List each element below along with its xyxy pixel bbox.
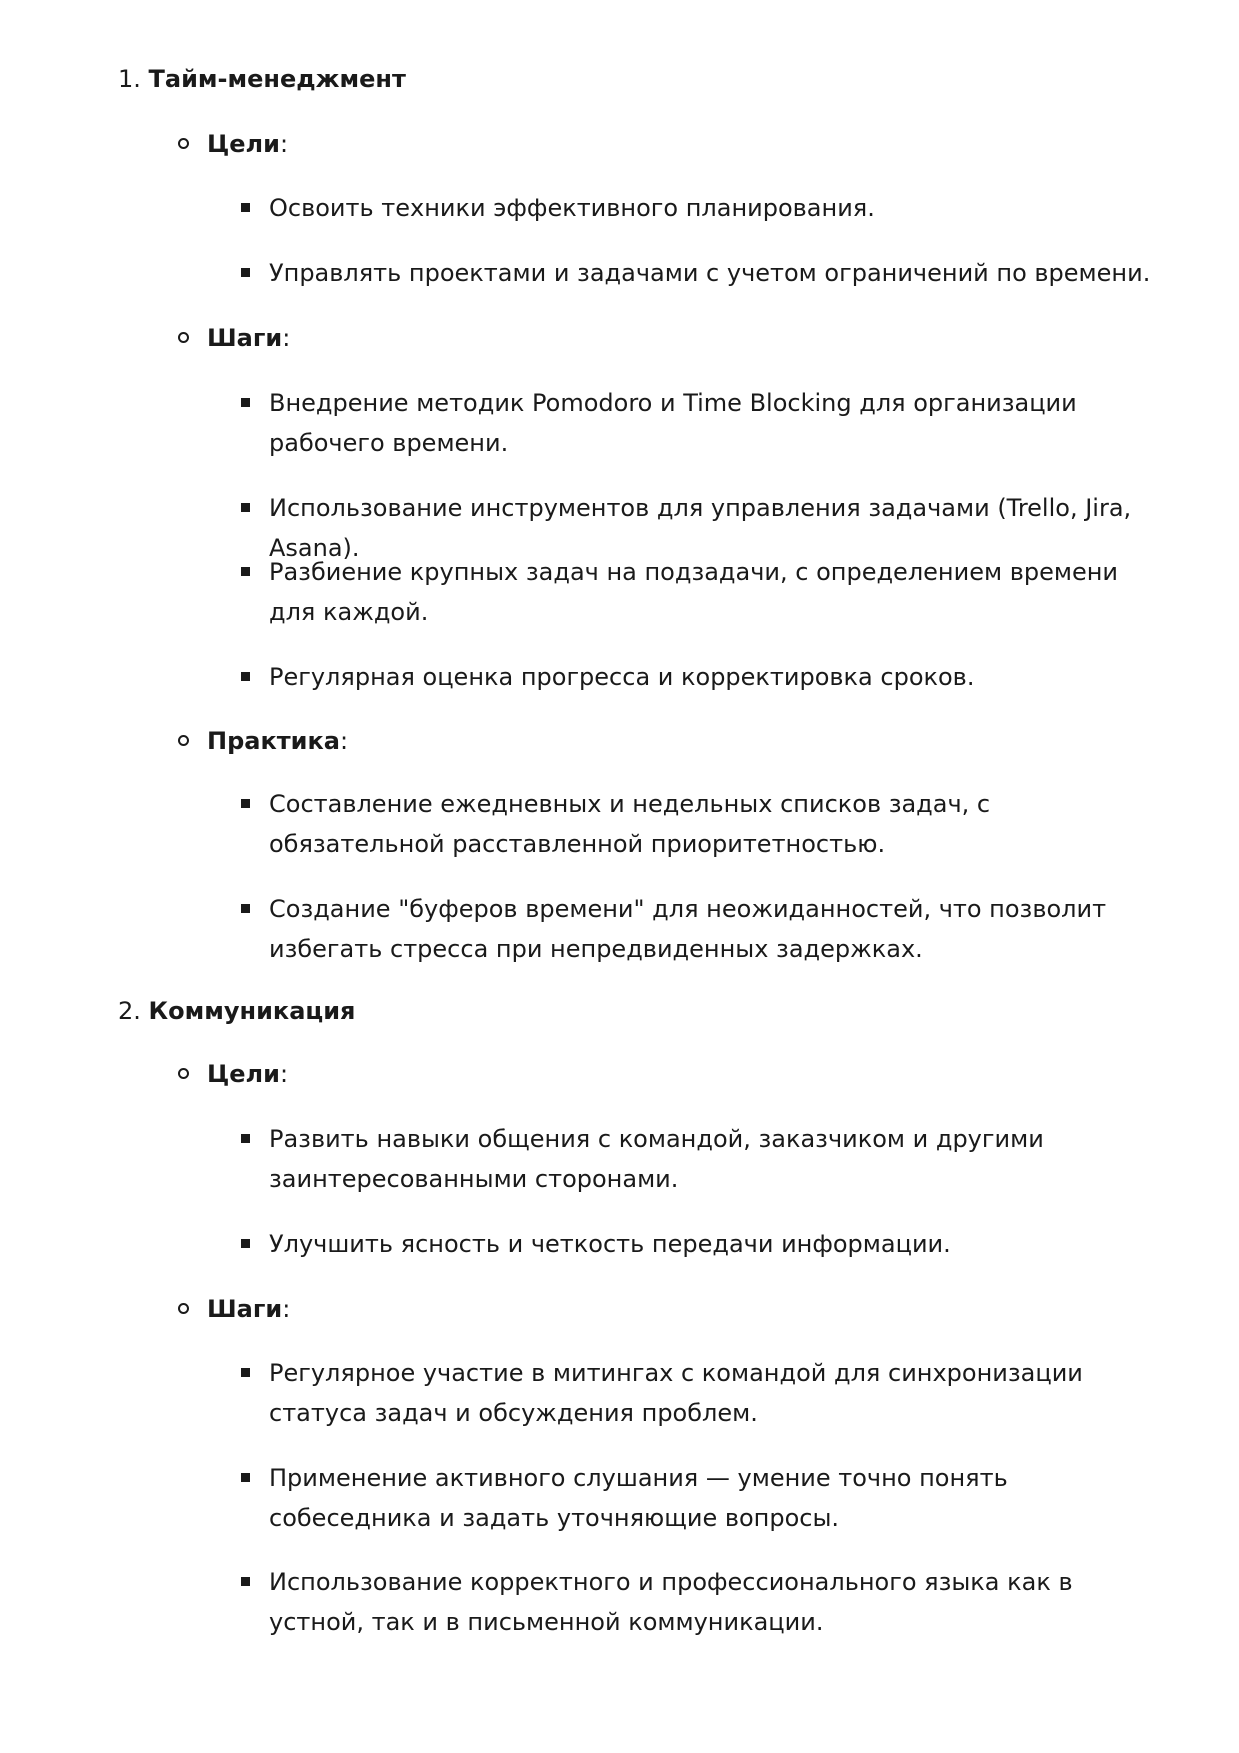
square-bullet-icon (241, 503, 250, 512)
square-bullet-icon (241, 1239, 250, 1248)
square-bullet-icon (241, 1134, 250, 1143)
square-bullet-icon (241, 799, 250, 808)
list-item-text: Развить навыки общения с командой, заказчиком и другими заинтересованными сторонами. (269, 1125, 1044, 1193)
list-item-text: Освоить техники эффективного планирования. (269, 194, 875, 222)
section-title: Тайм-менеджмент (148, 65, 406, 93)
square-bullet-icon (241, 567, 250, 576)
subsection-label: Цели: (207, 130, 289, 158)
circle-bullet-icon (178, 735, 189, 746)
section-heading (118, 991, 355, 1031)
section-title: Коммуникация (148, 997, 356, 1025)
list-item-text: Использование корректного и профессионального языка как в устной, так и в письменной коммуникации. (269, 1568, 1073, 1636)
list-item-text: Составление ежедневных и недельных списков задач, с обязательной расставленной приоритетностью. (269, 790, 991, 858)
square-bullet-icon (241, 1577, 250, 1586)
square-bullet-icon (241, 398, 250, 407)
square-bullet-icon (241, 1473, 250, 1482)
circle-bullet-icon (178, 138, 189, 149)
circle-bullet-icon (178, 1303, 189, 1314)
list-item-text: Создание "буферов времени" для неожиданностей, что позволит избегать стресса при непредвиденных задержках. (269, 895, 1107, 963)
subsection-label: Шаги: (207, 1295, 291, 1323)
circle-bullet-icon (178, 332, 189, 343)
square-bullet-icon (241, 268, 250, 277)
section-number: 2. (118, 997, 141, 1025)
list-item-text: Управлять проектами и задачами с учетом ограничений по времени. (269, 259, 1151, 287)
list-item-text: Улучшить ясность и четкость передачи информации. (269, 1230, 951, 1258)
section-number: 1. (118, 65, 141, 93)
list-item-text: Разбиение крупных задач на подзадачи, с определением времени для каждой. (269, 558, 1119, 626)
circle-bullet-icon (178, 1068, 189, 1079)
list-item-text: Регулярная оценка прогресса и корректировка сроков. (269, 663, 975, 691)
square-bullet-icon (241, 1368, 250, 1377)
section-heading (118, 59, 406, 99)
square-bullet-icon (241, 904, 250, 913)
list-item-text: Регулярное участие в митингах с командой для синхронизации статуса задач и обсуждения проблем. (269, 1359, 1083, 1427)
list-item-text: Использование инструментов для управления задачами (Trello, Jira, Asana). (269, 494, 1132, 562)
subsection-label: Практика: (207, 727, 349, 755)
list-item-text: Внедрение методик Pomodoro и Time Blocking для организации рабочего времени. (269, 389, 1077, 457)
square-bullet-icon (241, 203, 250, 212)
subsection-label: Шаги: (207, 324, 291, 352)
list-item-text: Применение активного слушания — умение точно понять собеседника и задать уточняющие вопросы. (269, 1464, 1008, 1532)
subsection-label: Цели: (207, 1060, 289, 1088)
square-bullet-icon (241, 672, 250, 681)
